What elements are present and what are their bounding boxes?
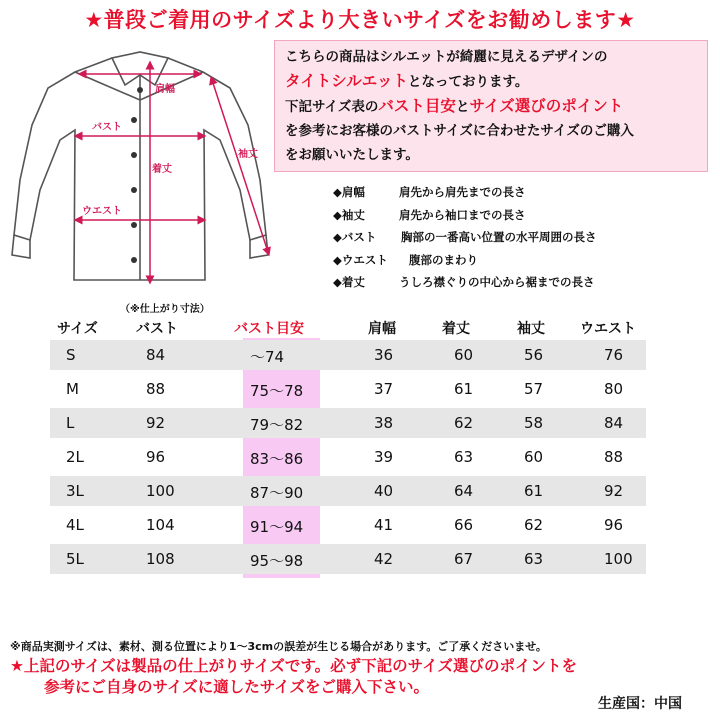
size-warning: ★上記のサイズは製品の仕上がりサイズです。必ず下記のサイズ選びのポイントを 参考にご自身のサイズに適したサイズをご購入下さい。 [10,657,577,696]
table-cell: 100 [146,482,175,500]
table-cell: S [66,346,76,364]
size-table-header [0,318,720,342]
definition-item: ◆肩幅 肩先から肩先までの長さ [333,185,526,199]
table-cell: 5L [66,550,84,568]
table-cell: 95～98 [250,552,304,570]
definitions-list [333,184,713,297]
header-bust-guide: バスト目安 [234,321,304,337]
table-cell: 60 [524,448,544,466]
table-cell: 37 [374,380,394,398]
label-bust: バスト [92,122,122,133]
shirt-diagram [0,30,300,300]
table-cell: 87～90 [250,484,304,502]
definition-item: ◆バスト 胸部の一番高い位置の水平周囲の長さ [333,230,597,244]
table-cell: 57 [524,380,544,398]
table-cell: 79～82 [250,416,304,434]
measurement-note: ※商品実測サイズは、素材、測る位置により1～3cmの誤差が生じる場合があります。ご了承くださいませ。 [10,640,547,653]
info-line-3: 下記サイズ表のバスト目安とサイズ選びのポイント [285,97,624,115]
info-box [274,40,708,172]
table-cell: 56 [524,346,544,364]
info-line-5: をお願いいたします。 [285,147,419,163]
table-row [50,408,646,438]
table-cell: 58 [524,414,544,432]
definition-item: ◆ウエスト 腹部のまわり [333,252,478,267]
table-cell: 75～78 [250,382,304,400]
table-cell: 63 [454,448,474,466]
table-cell: 62 [454,414,474,432]
header-sleeve: 袖丈 [517,321,545,337]
label-sleeve: 袖丈 [238,149,258,160]
header-length: 着丈 [442,321,470,337]
table-cell: 61 [454,380,474,398]
header-size: サイズ [57,321,98,337]
info-red-point: サイズ選びのポイント [469,97,624,115]
label-waist: ウエスト [82,206,122,217]
table-cell: 83～86 [250,450,304,468]
table-cell: M [66,380,79,398]
table-cell: 4L [66,516,84,534]
table-cell: 84 [604,414,624,432]
info-line-2: タイトシルエットとなっております。 [285,72,529,90]
table-cell: 64 [454,482,474,500]
table-row [50,442,646,472]
table-cell: 88 [604,448,624,466]
table-cell: 67 [454,550,474,568]
table-row [50,340,646,370]
table-cell: 84 [146,346,166,364]
country-of-origin: 生産国：中国 [598,696,682,712]
definition-item: ◆袖丈 肩先から袖口までの長さ [333,207,526,222]
table-cell: 76 [604,346,624,364]
table-cell: 80 [604,380,624,398]
info-red-tight: タイトシルエット [285,72,408,90]
table-row [50,476,646,506]
table-row [50,374,646,404]
table-cell: 96 [146,448,166,466]
table-cell: 2L [66,448,84,466]
table-cell: 91～94 [250,518,304,536]
table-cell: 92 [146,414,166,432]
table-cell: 96 [604,516,624,534]
table-cell: 108 [146,550,175,568]
info-red-bust: バスト目安 [378,97,456,115]
info-line-4: を参考にお客様のバストサイズに合わせたサイズのご購入 [285,123,634,139]
table-cell: 100 [604,550,633,568]
table-cell: 40 [374,482,394,500]
table-row [50,544,646,574]
table-cell: 62 [524,516,544,534]
table-cell: 61 [524,482,544,500]
definition-item: ◆着丈 うしろ襟ぐりの中心から裾までの長さ [333,275,595,289]
table-cell: 60 [454,346,474,364]
table-note: （※仕上がり寸法） [120,304,210,315]
table-cell: L [66,414,75,432]
info-line-1: こちらの商品はシルエットが綺麗に見えるデザインの [285,49,608,65]
header-waist: ウエスト [580,321,636,337]
header-shoulder: 肩幅 [368,321,396,337]
table-row [50,510,646,540]
table-cell: 63 [524,550,544,568]
label-length: 着丈 [152,164,172,175]
label-shoulder: 肩幅 [155,84,175,95]
table-cell: 39 [374,448,394,466]
table-cell: 42 [374,550,394,568]
shirt-outline [12,52,268,280]
table-cell: 92 [604,482,624,500]
headline: ★普段ご着用のサイズより大きいサイズをお勧めします★ [84,8,636,32]
table-cell: 41 [374,516,394,534]
table-cell: 104 [146,516,175,534]
table-cell: 36 [374,346,394,364]
table-cell: ～74 [250,348,285,366]
table-cell: 66 [454,516,474,534]
table-cell: 88 [146,380,166,398]
table-cell: 38 [374,414,394,432]
table-cell: 3L [66,482,84,500]
header-bust: バスト [136,321,178,337]
